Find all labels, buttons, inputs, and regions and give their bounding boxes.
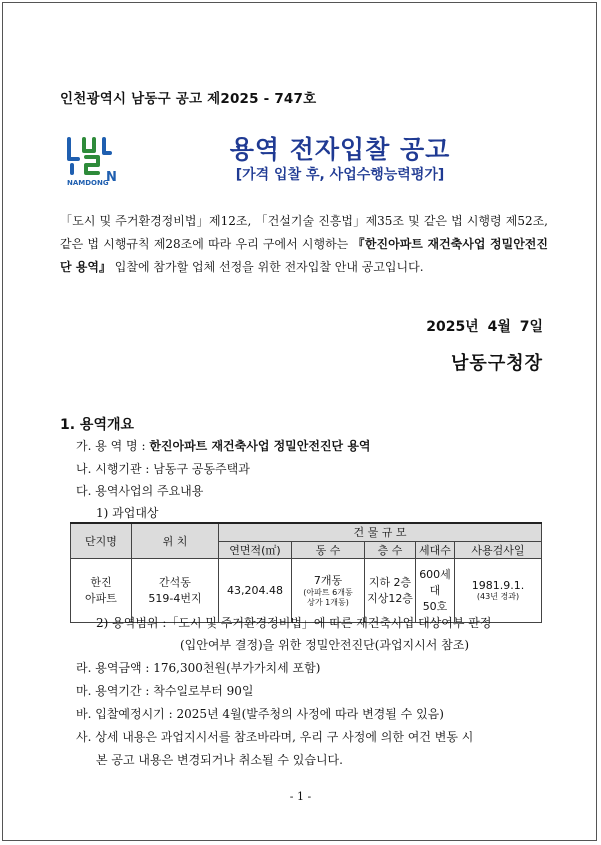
cell-complex: 한진 아파트 [71,558,132,622]
page-subtitle: [가격 입찰 후, 사업수행능력평가] [235,167,445,183]
section-title: 1. 용역개요 [60,417,135,433]
service-name-row [76,437,371,454]
notice-date: 2025년 4월 7일 [426,319,543,335]
target-table [70,522,542,623]
th-households: 세대수 [416,541,455,558]
th-area: 연면적(㎡) [219,541,292,558]
agency-row: 나. 시행기관 : 남동구 공동주택과 [76,462,250,476]
logo-letter: N [106,170,116,185]
page-title: 용역 전자입찰 공고 [229,135,451,164]
amount-row: 라. 용역금액 : 176,300천원(부가가치세 포함) [76,661,321,675]
details-row-2: 본 공고 내용은 변경되거나 취소될 수 있습니다. [96,753,343,767]
schedule-row: 바. 입찰예정시기 : 2025년 4월(발주청의 사정에 따라 변경될 수 있음) [76,707,444,721]
issuer: 남동구청장 [451,353,543,374]
th-location: 위 치 [132,523,219,558]
details-row-1: 사. 상세 내용은 과업지시서를 참조바라며, 우리 구 사정에 의한 여건 변동 시 [76,730,474,744]
service-name-label: 가. 용 역 명 : [76,439,146,453]
th-scale: 건 물 규 모 [219,523,542,541]
intro-project-name: 『한진아파트 재건축사업 정밀안전진단 용역』 [60,237,548,274]
cell-households: 600세대 50호 [416,558,455,622]
scope-line-1: 2) 용역범위 :「도시 및 주거환경정비법」에 따른 재건축사업 대상여부 판정 [96,616,492,630]
table-row [71,558,542,622]
service-name-value: 한진아파트 재건축사업 정밀안전진단 용역 [149,439,371,453]
intro-text-2: 입찰에 참가할 업체 선정을 위한 전자입찰 안내 공고입니다. [114,260,424,274]
cell-area: 43,204.48 [219,558,292,622]
logo-text: NAMDONG [67,179,109,187]
contents-row: 다. 용역사업의 주요내용 [76,484,204,498]
th-complex: 단지명 [71,523,132,558]
th-floors: 층 수 [365,541,416,558]
cell-approval: 1981.9.1. (43년 경과) [455,558,542,622]
target-label: 1) 과업대상 [96,506,159,520]
namdong-logo [64,133,116,189]
intro-paragraph [60,210,548,279]
cell-floors: 지하 2층 지상12층 [365,558,416,622]
th-approval: 사용검사일 [455,541,542,558]
scope-line-2: (입안여부 결정)을 위한 정밀안전진단(과업지시서 참조) [180,638,470,652]
notice-number: 인천광역시 남동구 공고 제2025 - 747호 [60,91,317,107]
th-buildings: 동 수 [292,541,365,558]
cell-location: 간석동 519-4번지 [132,558,219,622]
intro-text-1: 「도시 및 주거환경정비법」제12조, 「건설기술 진흥법」제35조 및 같은 법 시행령 제52조, 같은 법 시행규칙 제28조에 따라 우리 구에서 시행하는 [60,214,548,251]
period-row: 마. 용역기간 : 착수일로부터 90일 [76,684,254,698]
page-number: - 1 - [289,790,312,803]
cell-buildings: 7개동 (아파트 6개동 상가 1개동) [292,558,365,622]
